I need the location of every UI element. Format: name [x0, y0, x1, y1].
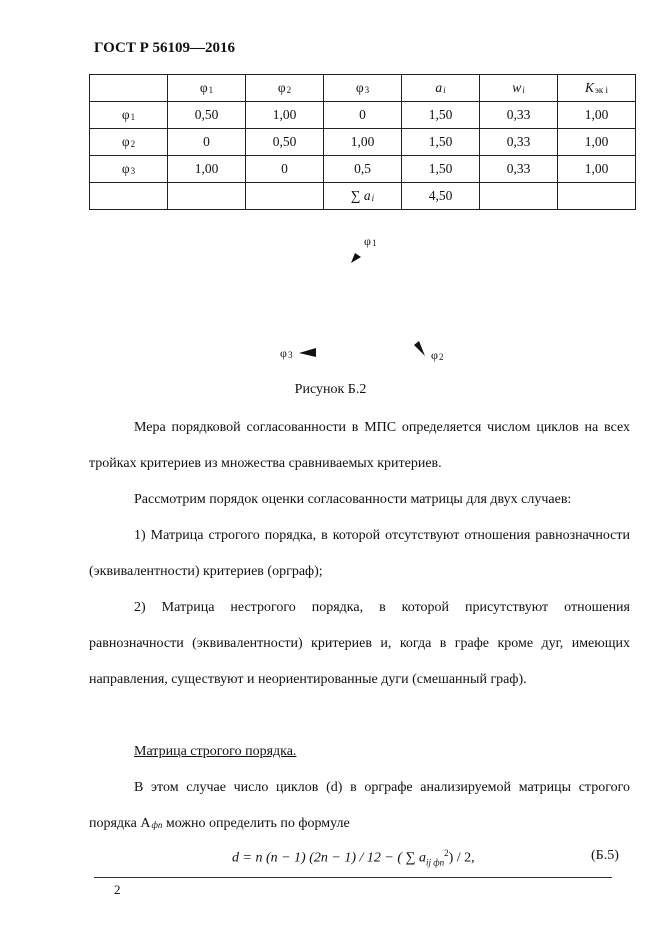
paragraph-2: Рассмотрим порядок оценки согласованности матрицы для двух случаев: — [134, 492, 572, 507]
table-cell: 1,50 — [402, 156, 480, 183]
graph-node-phi2: φ2 — [431, 348, 444, 362]
table-row — [90, 156, 636, 183]
table-cell — [480, 183, 558, 210]
paragraph-3: 1) Матрица строгого порядка, в которой отсутствуют отношения равнозначности (эквивалентности) критериев (орграф); — [89, 528, 630, 579]
table-cell: 1,00 — [558, 129, 636, 156]
col-header-phi2: φ2 — [246, 75, 324, 102]
table-cell: 0,33 — [480, 156, 558, 183]
table-cell: 1,00 — [168, 156, 246, 183]
arrowhead-phi1 — [351, 253, 361, 263]
table-cell: 1,00 — [558, 102, 636, 129]
graph-node-phi3: φ3 — [280, 346, 293, 360]
col-header-phi3: φ3 — [324, 75, 402, 102]
table-cell: 0 — [324, 102, 402, 129]
row-header-phi1: φ1 — [90, 102, 168, 129]
table-cell: 0,50 — [246, 129, 324, 156]
table-cell — [168, 183, 246, 210]
section-heading: Матрица строгого порядка. — [134, 744, 297, 759]
formula-number: (Б.5) — [591, 848, 619, 863]
table-cell: 0,33 — [480, 129, 558, 156]
graph-node-phi1: φ1 — [364, 234, 377, 248]
paragraph-5: В этом случае число циклов (d) в орграфе анализируемой матрицы строгого порядка Aфп можно определить по формуле — [89, 780, 630, 831]
page-number: 2 — [114, 882, 121, 897]
table-cell: 0,5 — [324, 156, 402, 183]
table-header-row — [90, 75, 636, 102]
header-corner-cell — [90, 75, 168, 102]
row-header-phi2: φ2 — [90, 129, 168, 156]
table-row — [90, 102, 636, 129]
table-cell: 0,50 — [168, 102, 246, 129]
table-cell — [558, 183, 636, 210]
row-header-phi3: φ3 — [90, 156, 168, 183]
table-cell: 1,00 — [324, 129, 402, 156]
paragraph-4: 2) Матрица нестрогого порядка, в которой присутствуют отношения равнозначности (эквивалентности) критериев и, когда в графе кроме дуг, имеющих направления, существуют и неориентированные дуги (смешанный граф). — [89, 600, 630, 687]
table-cell: 0 — [246, 156, 324, 183]
sum-label-cell: ∑ ai — [324, 183, 402, 210]
sum-value-cell: 4,50 — [402, 183, 480, 210]
formula-b5: d = n (n − 1) (2n − 1) / 12 − ( ∑ $a_{ij фп}^2) / 2$, — [232, 848, 475, 868]
col-header-phi1: φ1 — [168, 75, 246, 102]
table-cell: 1,00 — [558, 156, 636, 183]
col-header-wi: wi — [480, 75, 558, 102]
table-cell — [246, 183, 324, 210]
footer-divider — [94, 877, 612, 878]
col-header-ai: ai — [402, 75, 480, 102]
table-cell: 1,50 — [402, 102, 480, 129]
comparison-matrix-table — [89, 74, 636, 210]
table-cell: 1,50 — [402, 129, 480, 156]
paragraph-1: Мера порядковой согласованности в МПС определяется числом циклов на всех тройках критериев из множества сравниваемых критериев. — [89, 420, 630, 471]
arrowhead-phi2 — [414, 341, 425, 356]
col-header-kek: Kэк i — [558, 75, 636, 102]
table-cell — [90, 183, 168, 210]
table-row — [90, 129, 636, 156]
table-cell: 0 — [168, 129, 246, 156]
table-cell: 1,00 — [246, 102, 324, 129]
table-sum-row — [90, 183, 636, 210]
table-cell: 0,33 — [480, 102, 558, 129]
figure-caption: Рисунок Б.2 — [294, 382, 367, 397]
arrowhead-phi3 — [299, 348, 316, 357]
document-header: ГОСТ Р 56109—2016 — [94, 40, 236, 56]
